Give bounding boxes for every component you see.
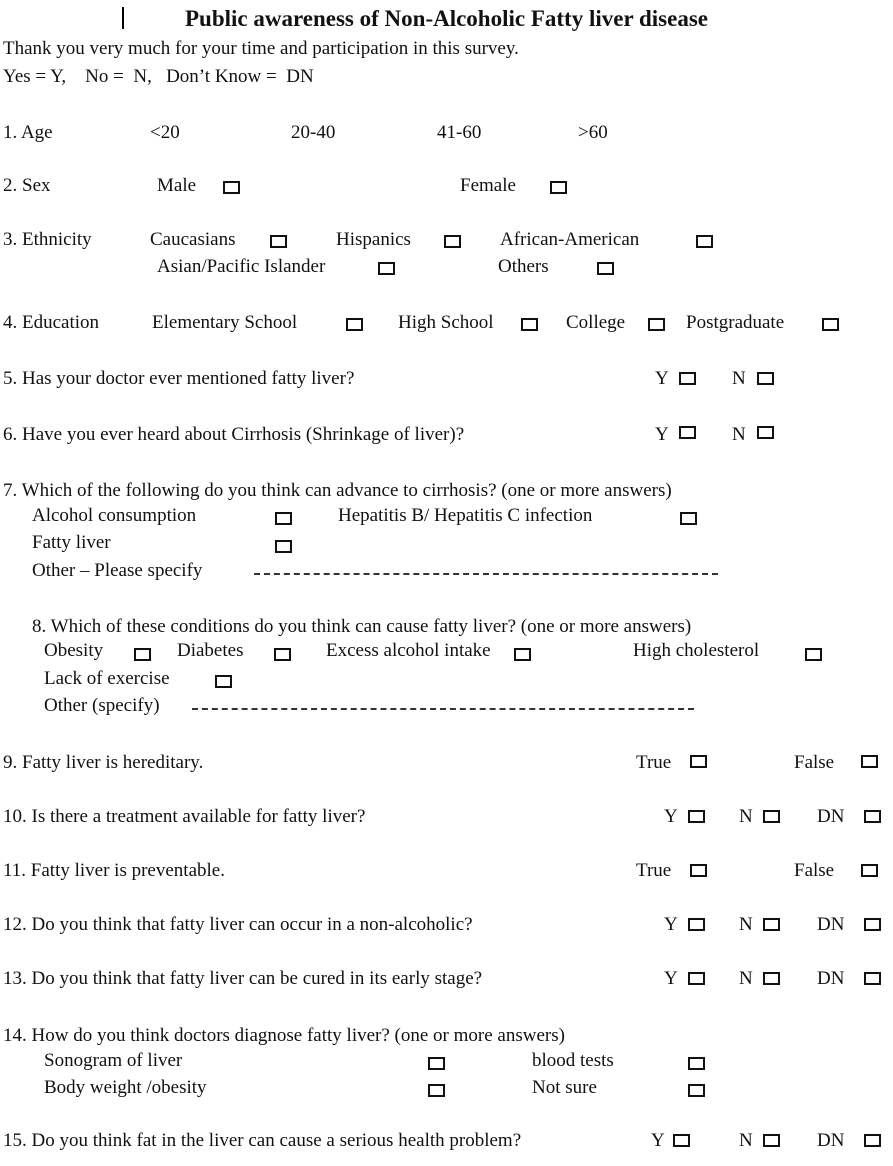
q14-text: 14. How do you think doctors diagnose fatty liver? (one or more answers) bbox=[3, 1025, 565, 1046]
q6-y-label: Y bbox=[655, 424, 669, 445]
q5-n-checkbox[interactable] bbox=[757, 372, 774, 385]
q8-exercise-label: Lack of exercise bbox=[44, 668, 170, 689]
q5-n-label: N bbox=[732, 368, 746, 389]
page-title: Public awareness of Non-Alcoholic Fatty liver disease bbox=[185, 6, 708, 31]
q6-n-label: N bbox=[732, 424, 746, 445]
education-high-school-label: High School bbox=[398, 312, 494, 333]
q7-fatty-liver-label: Fatty liver bbox=[32, 532, 111, 553]
q15-n-checkbox[interactable] bbox=[763, 1134, 780, 1147]
q1-label: 1. Age bbox=[3, 122, 53, 143]
age-option-1[interactable]: <20 bbox=[150, 122, 180, 143]
ethnicity-african-american-checkbox[interactable] bbox=[696, 235, 713, 248]
education-high-school-checkbox[interactable] bbox=[521, 318, 538, 331]
q14-not-sure-label: Not sure bbox=[532, 1077, 597, 1098]
q15-n-label: N bbox=[739, 1130, 753, 1151]
ethnicity-caucasians-label: Caucasians bbox=[150, 229, 236, 250]
education-college-label: College bbox=[566, 312, 626, 333]
q7-hepatitis-label: Hepatitis B/ Hepatitis C infection bbox=[338, 505, 593, 526]
q11-false-label: False bbox=[794, 860, 835, 881]
education-elementary-label: Elementary School bbox=[152, 312, 298, 333]
q12-n-checkbox[interactable] bbox=[763, 918, 780, 931]
education-postgraduate-label: Postgraduate bbox=[686, 312, 785, 333]
q10-y-label: Y bbox=[664, 806, 678, 827]
q7-other-label: Other – Please specify bbox=[32, 560, 203, 581]
q13-y-label: Y bbox=[664, 968, 678, 989]
q9-false-label: False bbox=[794, 752, 835, 773]
q9-true-label: True bbox=[636, 752, 672, 773]
q13-dn-checkbox[interactable] bbox=[864, 972, 881, 985]
q8-obesity-checkbox[interactable] bbox=[134, 648, 151, 661]
q14-body-weight-label: Body weight /obesity bbox=[44, 1077, 207, 1098]
q8-obesity-label: Obesity bbox=[44, 640, 104, 661]
q7-text: 7. Which of the following do you think can advance to cirrhosis? (one or more answers) bbox=[3, 480, 672, 501]
q2-label: 2. Sex bbox=[3, 175, 51, 196]
q14-sonogram-label: Sonogram of liver bbox=[44, 1050, 183, 1071]
q15-y-label: Y bbox=[651, 1130, 665, 1151]
q14-not-sure-checkbox[interactable] bbox=[688, 1084, 705, 1097]
q8-exercise-checkbox[interactable] bbox=[215, 675, 232, 688]
q8-alcohol-checkbox[interactable] bbox=[514, 648, 531, 661]
q10-n-checkbox[interactable] bbox=[763, 810, 780, 823]
q14-sonogram-checkbox[interactable] bbox=[428, 1057, 445, 1070]
q7-hepatitis-checkbox[interactable] bbox=[680, 512, 697, 525]
sex-male-checkbox[interactable] bbox=[223, 181, 240, 194]
ethnicity-others-label: Others bbox=[498, 256, 549, 277]
q13-y-checkbox[interactable] bbox=[688, 972, 705, 985]
ethnicity-others-checkbox[interactable] bbox=[597, 262, 614, 275]
q3-label: 3. Ethnicity bbox=[3, 229, 92, 250]
q8-diabetes-label: Diabetes bbox=[177, 640, 244, 661]
q8-cholesterol-label: High cholesterol bbox=[633, 640, 760, 661]
ethnicity-asian-label: Asian/Pacific Islander bbox=[157, 256, 326, 277]
education-college-checkbox[interactable] bbox=[648, 318, 665, 331]
ethnicity-hispanics-checkbox[interactable] bbox=[444, 235, 461, 248]
q10-n-label: N bbox=[739, 806, 753, 827]
q12-n-label: N bbox=[739, 914, 753, 935]
q13-n-checkbox[interactable] bbox=[763, 972, 780, 985]
q8-other-input[interactable] bbox=[192, 708, 694, 710]
education-elementary-checkbox[interactable] bbox=[346, 318, 363, 331]
ethnicity-african-american-label: African-American bbox=[500, 229, 640, 250]
sex-female-label: Female bbox=[460, 175, 516, 196]
q12-text: 12. Do you think that fatty liver can occur in a non-alcoholic? bbox=[3, 914, 473, 935]
q13-dn-label: DN bbox=[817, 968, 845, 989]
q5-y-checkbox[interactable] bbox=[679, 372, 696, 385]
q9-true-checkbox[interactable] bbox=[690, 755, 707, 768]
q12-dn-label: DN bbox=[817, 914, 845, 935]
q13-n-label: N bbox=[739, 968, 753, 989]
q8-text: 8. Which of these conditions do you think can cause fatty liver? (one or more answers) bbox=[32, 616, 692, 637]
q9-false-checkbox[interactable] bbox=[861, 755, 878, 768]
q5-text: 5. Has your doctor ever mentioned fatty liver? bbox=[3, 368, 355, 389]
sex-male-label: Male bbox=[157, 175, 197, 196]
q9-text: 9. Fatty liver is hereditary. bbox=[3, 752, 204, 773]
q10-text: 10. Is there a treatment available for fatty liver? bbox=[3, 806, 366, 827]
q15-text: 15. Do you think fat in the liver can cause a serious health problem? bbox=[3, 1130, 522, 1151]
q11-true-checkbox[interactable] bbox=[690, 864, 707, 877]
q5-y-label: Y bbox=[655, 368, 669, 389]
age-option-3[interactable]: 41-60 bbox=[437, 122, 482, 143]
q14-body-weight-checkbox[interactable] bbox=[428, 1084, 445, 1097]
q12-y-label: Y bbox=[664, 914, 678, 935]
q15-dn-checkbox[interactable] bbox=[864, 1134, 881, 1147]
q15-dn-label: DN bbox=[817, 1130, 845, 1151]
intro-text: Thank you very much for your time and participation in this survey. bbox=[3, 38, 519, 59]
q4-label: 4. Education bbox=[3, 312, 100, 333]
answer-legend: Yes = Y, No = N, Don’t Know = DN bbox=[3, 66, 314, 87]
q8-alcohol-label: Excess alcohol intake bbox=[326, 640, 491, 661]
age-option-2[interactable]: 20-40 bbox=[291, 122, 336, 143]
q15-y-checkbox[interactable] bbox=[673, 1134, 690, 1147]
q13-text: 13. Do you think that fatty liver can be cured in its early stage? bbox=[3, 968, 483, 989]
ethnicity-hispanics-label: Hispanics bbox=[336, 229, 411, 250]
q8-cholesterol-checkbox[interactable] bbox=[805, 648, 822, 661]
q7-alcohol-label: Alcohol consumption bbox=[32, 505, 197, 526]
q10-dn-checkbox[interactable] bbox=[864, 810, 881, 823]
sex-female-checkbox[interactable] bbox=[550, 181, 567, 194]
age-option-4[interactable]: >60 bbox=[578, 122, 608, 143]
ethnicity-caucasians-checkbox[interactable] bbox=[270, 235, 287, 248]
q7-other-input[interactable] bbox=[254, 573, 718, 575]
q8-other-label: Other (specify) bbox=[44, 695, 160, 716]
q10-dn-label: DN bbox=[817, 806, 845, 827]
q6-y-checkbox[interactable] bbox=[679, 426, 696, 439]
q7-fatty-liver-checkbox[interactable] bbox=[275, 540, 292, 553]
q14-blood-tests-label: blood tests bbox=[532, 1050, 614, 1071]
q10-y-checkbox[interactable] bbox=[688, 810, 705, 823]
q7-alcohol-checkbox[interactable] bbox=[275, 512, 292, 525]
q8-diabetes-checkbox[interactable] bbox=[274, 648, 291, 661]
q6-n-checkbox[interactable] bbox=[757, 426, 774, 439]
q11-true-label: True bbox=[636, 860, 672, 881]
q6-text: 6. Have you ever heard about Cirrhosis (Shrinkage of liver)? bbox=[3, 424, 465, 445]
text-cursor bbox=[122, 7, 124, 29]
ethnicity-asian-checkbox[interactable] bbox=[378, 262, 395, 275]
q12-y-checkbox[interactable] bbox=[688, 918, 705, 931]
q11-text: 11. Fatty liver is preventable. bbox=[3, 860, 225, 881]
q12-dn-checkbox[interactable] bbox=[864, 918, 881, 931]
q11-false-checkbox[interactable] bbox=[861, 864, 878, 877]
education-postgraduate-checkbox[interactable] bbox=[822, 318, 839, 331]
q14-blood-tests-checkbox[interactable] bbox=[688, 1057, 705, 1070]
